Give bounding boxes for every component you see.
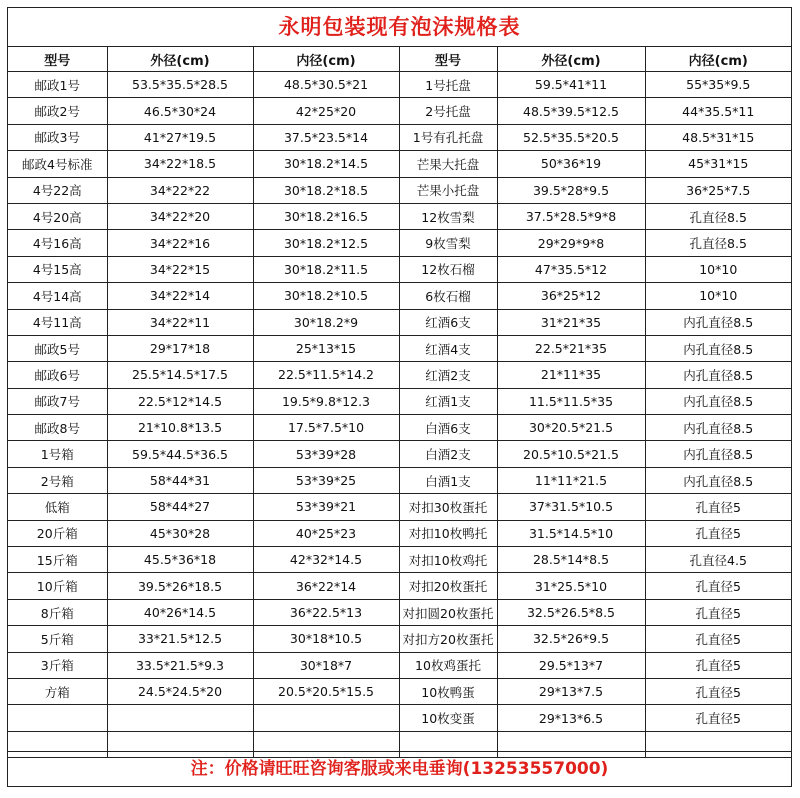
model-cell: 12枚石榴 (399, 256, 497, 282)
model-cell: 芒果大托盘 (399, 151, 497, 177)
page-title: 永明包装现有泡沫规格表 (8, 8, 791, 47)
inner-size-cell: 42*32*14.5 (253, 547, 399, 573)
inner-size-cell: 37.5*23.5*14 (253, 124, 399, 150)
outer-size-cell: 31.5*14.5*10 (497, 520, 645, 546)
inner-size-cell: 45*31*15 (645, 151, 791, 177)
model-cell: 白酒6支 (399, 415, 497, 441)
outer-size-cell: 31*25.5*10 (497, 573, 645, 599)
table-row (8, 678, 791, 704)
inner-size-cell: 30*18.2*18.5 (253, 177, 399, 203)
model-cell: 红酒6支 (399, 309, 497, 335)
inner-size-cell: 30*18.2*12.5 (253, 230, 399, 256)
model-cell: 8斤箱 (8, 599, 107, 625)
inner-size-cell: 55*35*9.5 (645, 72, 791, 98)
model-cell: 邮政1号 (8, 72, 107, 98)
inner-size-cell (253, 705, 399, 731)
inner-size-cell: 30*18.2*11.5 (253, 256, 399, 282)
outer-size-cell: 11*11*21.5 (497, 467, 645, 493)
outer-size-cell: 34*22*15 (107, 256, 253, 282)
outer-size-cell: 29.5*13*7 (497, 652, 645, 678)
inner-size-cell: 44*35.5*11 (645, 98, 791, 124)
inner-size-cell: 22.5*11.5*14.2 (253, 362, 399, 388)
inner-size-cell: 10*10 (645, 256, 791, 282)
table-row (8, 652, 791, 678)
inner-size-cell: 孔直径5 (645, 520, 791, 546)
outer-size-cell: 48.5*39.5*12.5 (497, 98, 645, 124)
model-cell: 白酒1支 (399, 467, 497, 493)
outer-size-cell: 47*35.5*12 (497, 256, 645, 282)
outer-size-cell: 53.5*35.5*28.5 (107, 72, 253, 98)
inner-size-cell: 30*18*10.5 (253, 626, 399, 652)
outer-size-cell: 45*30*28 (107, 520, 253, 546)
outer-size-cell: 21*11*35 (497, 362, 645, 388)
table-row (8, 230, 791, 256)
model-cell: 红酒1支 (399, 388, 497, 414)
model-cell: 对扣10枚鸭托 (399, 520, 497, 546)
table-row (8, 599, 791, 625)
model-cell: 邮政8号 (8, 415, 107, 441)
model-cell: 4号14高 (8, 283, 107, 309)
outer-size-cell: 39.5*28*9.5 (497, 177, 645, 203)
inner-size-cell: 30*18.2*9 (253, 309, 399, 335)
model-cell: 4号11高 (8, 309, 107, 335)
model-cell: 红酒2支 (399, 362, 497, 388)
model-cell: 10枚鸭蛋 (399, 678, 497, 704)
table-row (8, 626, 791, 652)
model-cell: 6枚石榴 (399, 283, 497, 309)
inner-size-cell: 25*13*15 (253, 335, 399, 361)
inner-size-cell: 孔直径5 (645, 573, 791, 599)
model-cell: 3斤箱 (8, 652, 107, 678)
table-row (8, 335, 791, 361)
inner-size-cell: 孔直径5 (645, 678, 791, 704)
outer-size-cell: 45.5*36*18 (107, 547, 253, 573)
model-cell: 4号20高 (8, 203, 107, 229)
outer-size-cell: 29*29*9*8 (497, 230, 645, 256)
model-cell: 芒果小托盘 (399, 177, 497, 203)
outer-size-cell: 58*44*27 (107, 494, 253, 520)
outer-size-cell: 37.5*28.5*9*8 (497, 203, 645, 229)
model-cell: 4号16高 (8, 230, 107, 256)
outer-size-cell: 40*26*14.5 (107, 599, 253, 625)
outer-size-cell: 59.5*44.5*36.5 (107, 441, 253, 467)
inner-size-cell: 48.5*30.5*21 (253, 72, 399, 98)
model-cell: 10枚变蛋 (399, 705, 497, 731)
inner-size-cell: 36*22.5*13 (253, 599, 399, 625)
outer-size-cell: 58*44*31 (107, 467, 253, 493)
outer-size-cell: 52.5*35.5*20.5 (497, 124, 645, 150)
inner-size-cell: 孔直径4.5 (645, 547, 791, 573)
table-row (8, 388, 791, 414)
model-cell (8, 705, 107, 731)
model-cell: 20斤箱 (8, 520, 107, 546)
outer-size-cell: 30*20.5*21.5 (497, 415, 645, 441)
model-cell: 邮政7号 (8, 388, 107, 414)
inner-size-cell: 19.5*9.8*12.3 (253, 388, 399, 414)
table-row (8, 467, 791, 493)
table-row (8, 494, 791, 520)
table-row (8, 203, 791, 229)
outer-size-cell: 34*22*18.5 (107, 151, 253, 177)
model-cell: 对扣圆20枚蛋托 (399, 599, 497, 625)
model-cell: 对扣30枚蛋托 (399, 494, 497, 520)
inner-size-cell: 内孔直径8.5 (645, 388, 791, 414)
outer-size-cell: 29*13*6.5 (497, 705, 645, 731)
inner-size-cell: 内孔直径8.5 (645, 467, 791, 493)
outer-size-cell: 29*13*7.5 (497, 678, 645, 704)
spec-sheet (7, 7, 792, 787)
model-cell: 邮政4号标准 (8, 151, 107, 177)
inner-size-cell: 孔直径8.5 (645, 203, 791, 229)
inner-size-cell: 30*18.2*14.5 (253, 151, 399, 177)
table-row (8, 283, 791, 309)
outer-size-cell: 32.5*26.5*8.5 (497, 599, 645, 625)
model-cell: 1号箱 (8, 441, 107, 467)
model-cell: 白酒2支 (399, 441, 497, 467)
inner-size-cell: 17.5*7.5*10 (253, 415, 399, 441)
model-cell: 对扣方20枚蛋托 (399, 626, 497, 652)
table-row (8, 362, 791, 388)
outer-size-cell: 50*36*19 (497, 151, 645, 177)
outer-size-cell (107, 705, 253, 731)
outer-size-cell: 20.5*10.5*21.5 (497, 441, 645, 467)
outer-size-cell: 33*21.5*12.5 (107, 626, 253, 652)
inner-size-cell: 36*25*7.5 (645, 177, 791, 203)
model-cell: 4号15高 (8, 256, 107, 282)
outer-size-cell: 37*31.5*10.5 (497, 494, 645, 520)
model-cell: 2号箱 (8, 467, 107, 493)
model-cell: 对扣20枚蛋托 (399, 573, 497, 599)
outer-size-cell: 25.5*14.5*17.5 (107, 362, 253, 388)
outer-size-cell: 32.5*26*9.5 (497, 626, 645, 652)
outer-size-cell: 36*25*12 (497, 283, 645, 309)
model-cell: 对扣10枚鸡托 (399, 547, 497, 573)
table-row (8, 72, 791, 98)
model-cell: 邮政3号 (8, 124, 107, 150)
inner-size-cell: 孔直径5 (645, 599, 791, 625)
header-outer-size: 外径(cm) (497, 47, 645, 72)
outer-size-cell: 34*22*14 (107, 283, 253, 309)
table-row (8, 256, 791, 282)
table-row (8, 520, 791, 546)
outer-size-cell: 34*22*20 (107, 203, 253, 229)
outer-size-cell: 33.5*21.5*9.3 (107, 652, 253, 678)
model-cell: 1号托盘 (399, 72, 497, 98)
outer-size-cell: 22.5*12*14.5 (107, 388, 253, 414)
inner-size-cell: 孔直径8.5 (645, 230, 791, 256)
header-model: 型号 (399, 47, 497, 72)
inner-size-cell: 30*18.2*10.5 (253, 283, 399, 309)
inner-size-cell: 10*10 (645, 283, 791, 309)
inner-size-cell: 40*25*23 (253, 520, 399, 546)
outer-size-cell: 39.5*26*18.5 (107, 573, 253, 599)
model-cell: 5斤箱 (8, 626, 107, 652)
outer-size-cell: 34*22*11 (107, 309, 253, 335)
inner-size-cell: 48.5*31*15 (645, 124, 791, 150)
header-outer-size: 外径(cm) (107, 47, 253, 72)
model-cell: 邮政6号 (8, 362, 107, 388)
outer-size-cell: 34*22*16 (107, 230, 253, 256)
table-row (8, 547, 791, 573)
inner-size-cell: 53*39*28 (253, 441, 399, 467)
inner-size-cell: 内孔直径8.5 (645, 415, 791, 441)
model-cell: 10枚鸡蛋托 (399, 652, 497, 678)
inner-size-cell: 孔直径5 (645, 652, 791, 678)
inner-size-cell: 孔直径5 (645, 494, 791, 520)
inner-size-cell: 53*39*25 (253, 467, 399, 493)
inner-size-cell: 20.5*20.5*15.5 (253, 678, 399, 704)
model-cell: 2号托盘 (399, 98, 497, 124)
model-cell: 低箱 (8, 494, 107, 520)
inner-size-cell: 内孔直径8.5 (645, 335, 791, 361)
table-row (8, 705, 791, 731)
table-header-row (8, 47, 791, 72)
model-cell: 12枚雪梨 (399, 203, 497, 229)
inner-size-cell: 孔直径5 (645, 705, 791, 731)
model-cell: 邮政5号 (8, 335, 107, 361)
inner-size-cell: 孔直径5 (645, 626, 791, 652)
outer-size-cell: 34*22*22 (107, 177, 253, 203)
outer-size-cell: 11.5*11.5*35 (497, 388, 645, 414)
outer-size-cell: 21*10.8*13.5 (107, 415, 253, 441)
header-model: 型号 (8, 47, 107, 72)
table-row (8, 98, 791, 124)
model-cell: 9枚雪梨 (399, 230, 497, 256)
inner-size-cell: 53*39*21 (253, 494, 399, 520)
table-row (8, 573, 791, 599)
table-row (8, 151, 791, 177)
outer-size-cell: 24.5*24.5*20 (107, 678, 253, 704)
inner-size-cell: 内孔直径8.5 (645, 362, 791, 388)
outer-size-cell: 28.5*14*8.5 (497, 547, 645, 573)
outer-size-cell: 46.5*30*24 (107, 98, 253, 124)
table-row (8, 177, 791, 203)
model-cell: 邮政2号 (8, 98, 107, 124)
model-cell: 4号22高 (8, 177, 107, 203)
table-row (8, 415, 791, 441)
footer-note: 注：价格请旺旺咨询客服或来电垂询(13253557000) (8, 751, 791, 786)
header-inner-size: 内径(cm) (645, 47, 791, 72)
model-cell: 1号有孔托盘 (399, 124, 497, 150)
inner-size-cell: 内孔直径8.5 (645, 309, 791, 335)
inner-size-cell: 42*25*20 (253, 98, 399, 124)
spec-table (8, 47, 791, 758)
outer-size-cell: 41*27*19.5 (107, 124, 253, 150)
outer-size-cell: 22.5*21*35 (497, 335, 645, 361)
inner-size-cell: 内孔直径8.5 (645, 441, 791, 467)
table-row (8, 441, 791, 467)
inner-size-cell: 36*22*14 (253, 573, 399, 599)
model-cell: 红酒4支 (399, 335, 497, 361)
table-row (8, 124, 791, 150)
outer-size-cell: 59.5*41*11 (497, 72, 645, 98)
outer-size-cell: 29*17*18 (107, 335, 253, 361)
model-cell: 15斤箱 (8, 547, 107, 573)
inner-size-cell: 30*18.2*16.5 (253, 203, 399, 229)
model-cell: 10斤箱 (8, 573, 107, 599)
model-cell: 方箱 (8, 678, 107, 704)
table-row (8, 309, 791, 335)
outer-size-cell: 31*21*35 (497, 309, 645, 335)
inner-size-cell: 30*18*7 (253, 652, 399, 678)
header-inner-size: 内径(cm) (253, 47, 399, 72)
